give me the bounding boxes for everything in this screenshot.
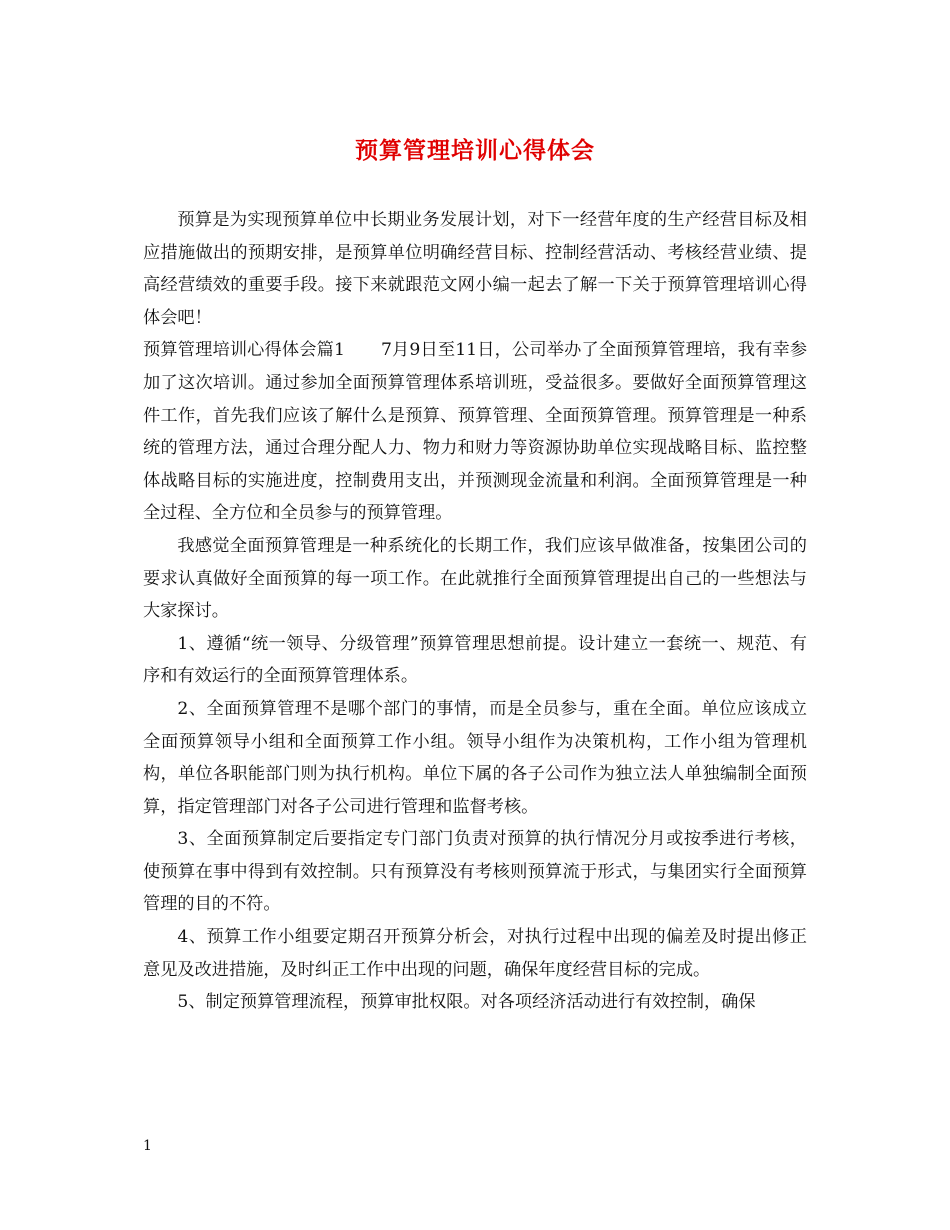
body-paragraph: 1、遵循“统一领导、分级管理”预算管理思想前提。设计建立一套统一、规范、有序和有效运行的全面预算管理体系。 <box>143 633 807 687</box>
page-number: 1 <box>143 1138 152 1154</box>
body-paragraph: 5、制定预算管理流程，预算审批权限。对各项经济活动进行有效控制，确保 <box>177 992 756 1013</box>
section-heading: 预算管理培训心得体会篇1 <box>143 340 345 361</box>
body-paragraph: 2、全面预算管理不是哪个部门的事情，而是全员参与，重在全面。单位应该成立全面预算领导小组和全面预算工作小组。领导小组作为决策机构，工作小组为管理机构，单位各职能部门则为执行机构。单位下属的各子公司作为独立法人单独编制全面预算，指定管理部门对各子公司进行管理和监督考核。 <box>143 698 807 817</box>
section-paragraph <box>143 334 807 530</box>
intro-paragraph: 预算是为实现预算单位中长期业务发展计划，对下一经营年度的生产经营目标及相应措施做出的预期安排，是预算单位明确经营目标、控制经营活动、考核经营业绩、提高经营绩效的重要手段。接下来就跟范文网小编一起去了解一下关于预算管理培训心得体会吧！ <box>143 210 807 328</box>
body-paragraph: 我感觉全面预算管理是一种系统化的长期工作，我们应该早做准备，按集团公司的要求认真做好全面预算的每一项工作。在此就推行全面预算管理提出自己的一些想法与大家探讨。 <box>143 535 807 622</box>
document-body <box>143 204 807 1019</box>
section-first-paragraph: 7月9日至11日，公司举办了全面预算管理培，我有幸参加了这次培训。通过参加全面预算管理体系培训班，受益很多。要做好全面预算管理这件工作，首先我们应该了解什么是预算、预算管理、全面预算管理。预算管理是一种系统的管理方法，通过合理分配人力、物力和财力等资源协助单位实现战略目标、监控整体战略目标的实施进度，控制费用支出，并预测现金流量和利润。全面预算管理是一种全过程、全方位和全员参与的预算管理。 <box>143 340 808 524</box>
document-title: 预算管理培训心得体会 <box>355 137 595 164</box>
body-paragraph: 4、预算工作小组要定期召开预算分析会，对执行过程中出现的偏差及时提出修正意见及改进措施，及时纠正工作中出现的问题，确保年度经营目标的完成。 <box>143 927 807 980</box>
body-paragraph: 3、全面预算制定后要指定专门部门负责对预算的执行情况分月或按季进行考核，使预算在事中得到有效控制。只有预算没有考核则预算流于形式，与集团实行全面预算管理的目的不符。 <box>143 829 807 915</box>
